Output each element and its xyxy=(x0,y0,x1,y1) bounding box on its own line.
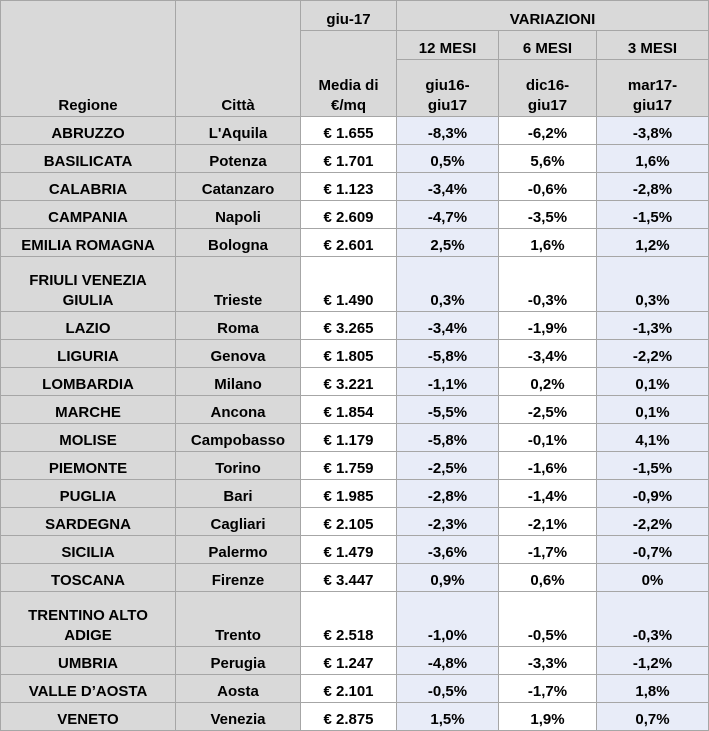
range-3-start: mar17- xyxy=(627,77,678,94)
cell-citta: Torino xyxy=(176,452,301,480)
header-media xyxy=(301,31,397,117)
cell-var-3-mesi: -1,5% xyxy=(597,452,709,480)
cell-var-3-mesi: -1,2% xyxy=(597,647,709,675)
cell-var-3-mesi: -2,8% xyxy=(597,173,709,201)
cell-var-12-mesi: -3,4% xyxy=(397,312,499,340)
cell-var-12-mesi: -4,8% xyxy=(397,647,499,675)
cell-var-12-mesi: -2,5% xyxy=(397,452,499,480)
table-row xyxy=(1,201,709,229)
cell-var-3-mesi: -0,7% xyxy=(597,536,709,564)
cell-var-6-mesi: -0,3% xyxy=(499,257,597,312)
table-row xyxy=(1,480,709,508)
cell-regione: EMILIA ROMAGNA xyxy=(1,229,176,257)
cell-var-6-mesi: 0,6% xyxy=(499,564,597,592)
cell-var-3-mesi: 1,2% xyxy=(597,229,709,257)
cell-var-3-mesi: -2,2% xyxy=(597,508,709,536)
cell-prezzo: € 3.265 xyxy=(301,312,397,340)
cell-var-12-mesi: -5,5% xyxy=(397,396,499,424)
cell-var-12-mesi: 0,3% xyxy=(397,257,499,312)
cell-var-6-mesi: -1,9% xyxy=(499,312,597,340)
cell-regione: MOLISE xyxy=(1,424,176,452)
cell-var-6-mesi: -0,1% xyxy=(499,424,597,452)
cell-var-6-mesi: -1,7% xyxy=(499,675,597,703)
header-12-mesi: 12 MESI xyxy=(397,31,499,60)
cell-prezzo: € 1.701 xyxy=(301,145,397,173)
cell-var-6-mesi: 5,6% xyxy=(499,145,597,173)
cell-regione: PUGLIA xyxy=(1,480,176,508)
cell-regione xyxy=(1,257,176,312)
cell-var-6-mesi: -1,4% xyxy=(499,480,597,508)
cell-var-6-mesi: -6,2% xyxy=(499,117,597,145)
cell-var-12-mesi: -5,8% xyxy=(397,340,499,368)
header-range-6 xyxy=(499,60,597,117)
cell-prezzo: € 1.655 xyxy=(301,117,397,145)
header-3-mesi: 3 MESI xyxy=(597,31,709,60)
cell-regione: TOSCANA xyxy=(1,564,176,592)
range-6-start: dic16- xyxy=(525,77,570,94)
cell-regione: LIGURIA xyxy=(1,340,176,368)
cell-regione: SARDEGNA xyxy=(1,508,176,536)
cell-var-6-mesi: -0,5% xyxy=(499,592,597,647)
cell-var-3-mesi: -1,3% xyxy=(597,312,709,340)
cell-var-12-mesi: 2,5% xyxy=(397,229,499,257)
cell-regione: SICILIA xyxy=(1,536,176,564)
cell-prezzo: € 2.609 xyxy=(301,201,397,229)
cell-prezzo: € 1.490 xyxy=(301,257,397,312)
cell-prezzo: € 1.805 xyxy=(301,340,397,368)
cell-prezzo: € 1.479 xyxy=(301,536,397,564)
cell-prezzo: € 1.854 xyxy=(301,396,397,424)
cell-regione: CALABRIA xyxy=(1,173,176,201)
cell-citta: Firenze xyxy=(176,564,301,592)
cell-regione: UMBRIA xyxy=(1,647,176,675)
cell-var-3-mesi: 0,1% xyxy=(597,368,709,396)
cell-var-6-mesi: 1,6% xyxy=(499,229,597,257)
regione-line1: FRIULI VENEZIA xyxy=(29,272,147,289)
cell-prezzo: € 1.123 xyxy=(301,173,397,201)
cell-var-3-mesi: 1,6% xyxy=(597,145,709,173)
cell-citta: Trieste xyxy=(176,257,301,312)
table-row xyxy=(1,312,709,340)
cell-prezzo: € 2.105 xyxy=(301,508,397,536)
cell-var-6-mesi: -3,3% xyxy=(499,647,597,675)
cell-prezzo: € 1.179 xyxy=(301,424,397,452)
cell-citta: Milano xyxy=(176,368,301,396)
header-media-line1: Media di xyxy=(318,77,379,94)
cell-var-6-mesi: -0,6% xyxy=(499,173,597,201)
cell-var-6-mesi: 1,9% xyxy=(499,703,597,731)
cell-var-12-mesi: 0,9% xyxy=(397,564,499,592)
header-media-line2: €/mq xyxy=(330,97,366,114)
regione-line2: GIULIA xyxy=(62,292,114,309)
cell-regione: MARCHE xyxy=(1,396,176,424)
regione-line1: TRENTINO ALTO xyxy=(28,607,148,624)
cell-citta: Genova xyxy=(176,340,301,368)
cell-citta: Bari xyxy=(176,480,301,508)
cell-regione: VENETO xyxy=(1,703,176,731)
table-row xyxy=(1,564,709,592)
header-citta: Città xyxy=(176,1,301,117)
cell-var-3-mesi: -0,3% xyxy=(597,592,709,647)
cell-citta: Cagliari xyxy=(176,508,301,536)
cell-var-12-mesi: -3,4% xyxy=(397,173,499,201)
cell-prezzo: € 2.601 xyxy=(301,229,397,257)
table-row xyxy=(1,424,709,452)
cell-citta: Catanzaro xyxy=(176,173,301,201)
table-row xyxy=(1,145,709,173)
cell-var-3-mesi: 4,1% xyxy=(597,424,709,452)
table-row xyxy=(1,229,709,257)
table-row xyxy=(1,368,709,396)
table-row xyxy=(1,508,709,536)
table-row xyxy=(1,675,709,703)
table-row xyxy=(1,396,709,424)
cell-citta: Perugia xyxy=(176,647,301,675)
cell-citta: L'Aquila xyxy=(176,117,301,145)
header-range-12 xyxy=(397,60,499,117)
table-row xyxy=(1,536,709,564)
cell-citta: Ancona xyxy=(176,396,301,424)
cell-prezzo: € 3.447 xyxy=(301,564,397,592)
cell-var-12-mesi: -1,0% xyxy=(397,592,499,647)
range-6-end: giu17 xyxy=(527,97,568,114)
table-row xyxy=(1,592,709,647)
header-regione: Regione xyxy=(1,1,176,117)
cell-citta: Aosta xyxy=(176,675,301,703)
table-row xyxy=(1,117,709,145)
cell-citta: Campobasso xyxy=(176,424,301,452)
range-3-end: giu17 xyxy=(632,97,673,114)
cell-var-12-mesi: -3,6% xyxy=(397,536,499,564)
cell-var-6-mesi: -2,1% xyxy=(499,508,597,536)
table-row xyxy=(1,340,709,368)
cell-citta: Napoli xyxy=(176,201,301,229)
cell-var-3-mesi: -3,8% xyxy=(597,117,709,145)
cell-regione: LAZIO xyxy=(1,312,176,340)
cell-regione: PIEMONTE xyxy=(1,452,176,480)
cell-var-12-mesi: 1,5% xyxy=(397,703,499,731)
cell-var-12-mesi: -0,5% xyxy=(397,675,499,703)
header-variazioni: VARIAZIONI xyxy=(397,1,709,31)
table-row xyxy=(1,173,709,201)
regione-line2: ADIGE xyxy=(64,627,112,644)
cell-var-6-mesi: 0,2% xyxy=(499,368,597,396)
cell-var-12-mesi: -2,3% xyxy=(397,508,499,536)
cell-citta: Potenza xyxy=(176,145,301,173)
cell-citta: Palermo xyxy=(176,536,301,564)
cell-var-3-mesi: -1,5% xyxy=(597,201,709,229)
header-6-mesi: 6 MESI xyxy=(499,31,597,60)
cell-var-3-mesi: 0,7% xyxy=(597,703,709,731)
cell-var-3-mesi: -0,9% xyxy=(597,480,709,508)
header-range-3 xyxy=(597,60,709,117)
cell-prezzo: € 2.101 xyxy=(301,675,397,703)
cell-var-12-mesi: 0,5% xyxy=(397,145,499,173)
cell-var-6-mesi: -3,4% xyxy=(499,340,597,368)
cell-var-6-mesi: -1,6% xyxy=(499,452,597,480)
cell-prezzo: € 1.985 xyxy=(301,480,397,508)
table-row xyxy=(1,257,709,312)
range-12-start: giu16- xyxy=(425,77,470,94)
cell-prezzo: € 1.759 xyxy=(301,452,397,480)
cell-prezzo: € 1.247 xyxy=(301,647,397,675)
cell-var-3-mesi: 0% xyxy=(597,564,709,592)
table-row xyxy=(1,452,709,480)
cell-prezzo: € 3.221 xyxy=(301,368,397,396)
cell-var-6-mesi: -3,5% xyxy=(499,201,597,229)
cell-var-6-mesi: -1,7% xyxy=(499,536,597,564)
cell-citta: Venezia xyxy=(176,703,301,731)
cell-regione: ABRUZZO xyxy=(1,117,176,145)
cell-prezzo: € 2.875 xyxy=(301,703,397,731)
cell-regione: CAMPANIA xyxy=(1,201,176,229)
cell-var-12-mesi: -5,8% xyxy=(397,424,499,452)
cell-regione: LOMBARDIA xyxy=(1,368,176,396)
cell-var-12-mesi: -4,7% xyxy=(397,201,499,229)
cell-var-12-mesi: -8,3% xyxy=(397,117,499,145)
cell-var-12-mesi: -2,8% xyxy=(397,480,499,508)
cell-regione: VALLE D’AOSTA xyxy=(1,675,176,703)
cell-var-3-mesi: -2,2% xyxy=(597,340,709,368)
cell-citta: Bologna xyxy=(176,229,301,257)
cell-var-3-mesi: 0,3% xyxy=(597,257,709,312)
cell-var-3-mesi: 0,1% xyxy=(597,396,709,424)
table-row xyxy=(1,647,709,675)
table-row xyxy=(1,703,709,731)
cell-regione: BASILICATA xyxy=(1,145,176,173)
cell-citta: Trento xyxy=(176,592,301,647)
cell-var-6-mesi: -2,5% xyxy=(499,396,597,424)
cell-prezzo: € 2.518 xyxy=(301,592,397,647)
cell-citta: Roma xyxy=(176,312,301,340)
header-period: giu-17 xyxy=(301,1,397,31)
cell-regione xyxy=(1,592,176,647)
header-row-1 xyxy=(1,1,709,31)
range-12-end: giu17 xyxy=(427,97,468,114)
cell-var-12-mesi: -1,1% xyxy=(397,368,499,396)
cell-var-3-mesi: 1,8% xyxy=(597,675,709,703)
